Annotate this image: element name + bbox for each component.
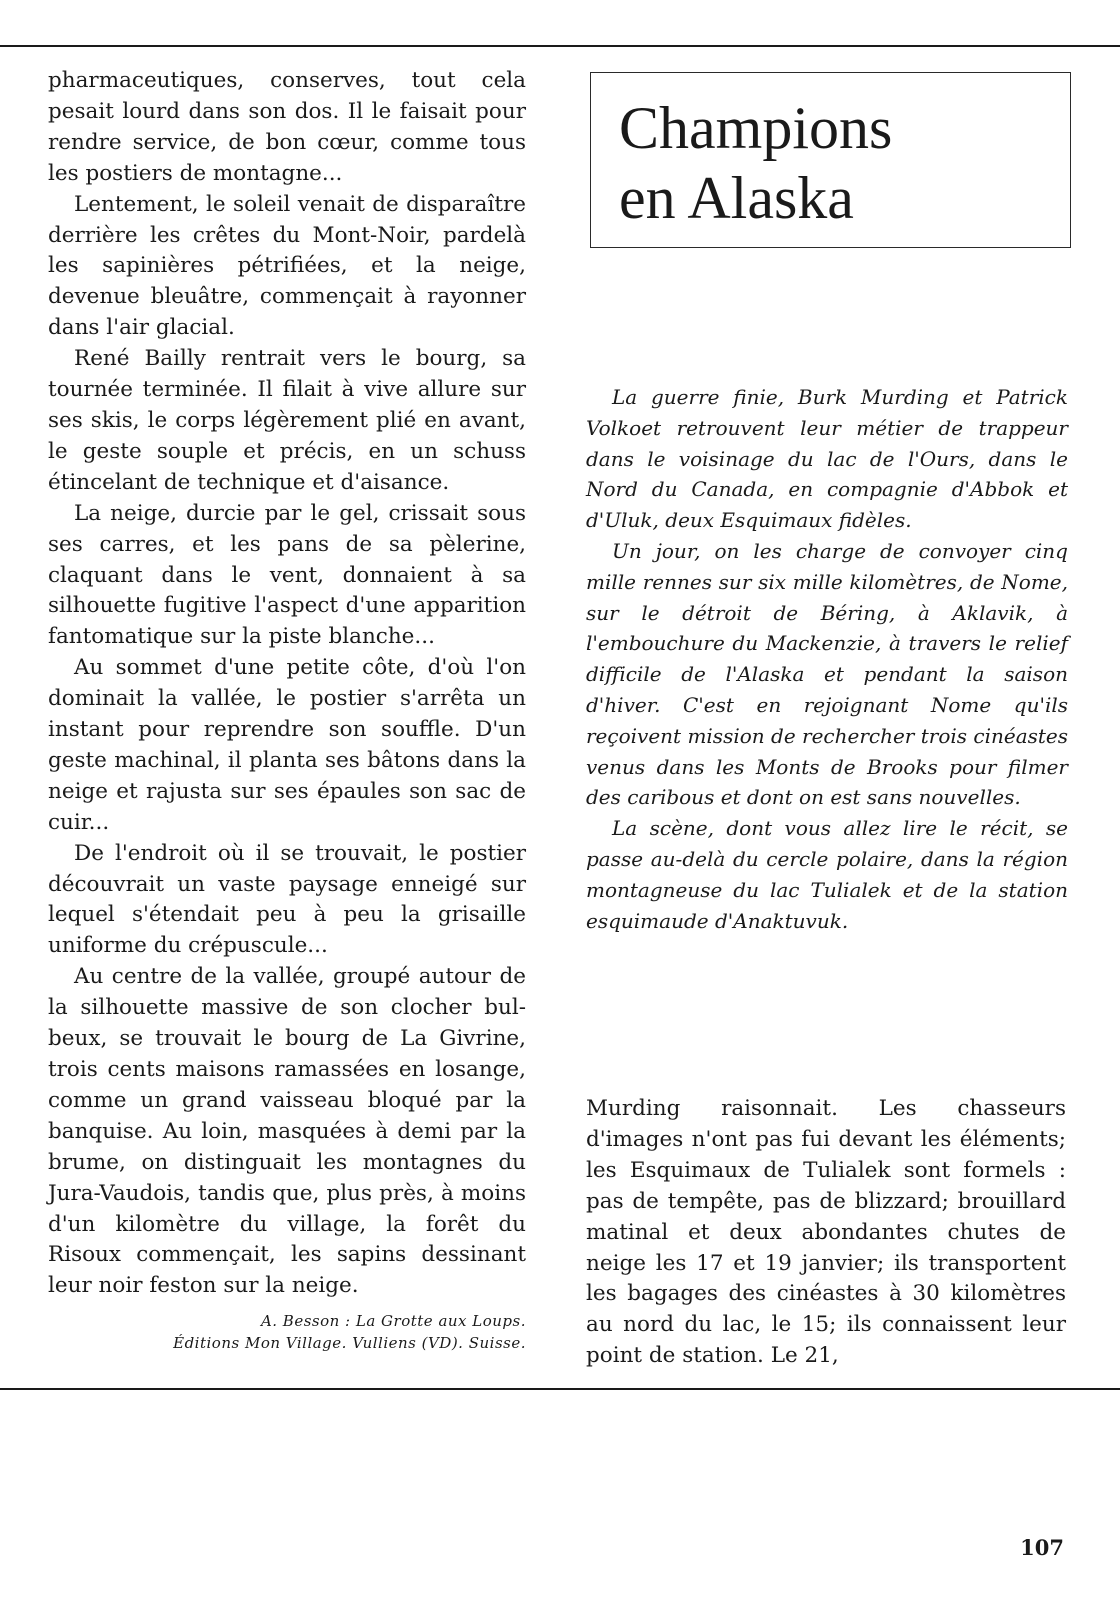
title-box xyxy=(590,72,1071,248)
chapter-title xyxy=(619,93,892,233)
paragraph: Au centre de la vallée, groupé autour de la silhouette massive de son clocher bulbeux, se trouvait le bourg de La Givrine, trois cents maisons ramassées en losange, comme un grand vaisseau bloqué par la banquise. Au loin, masquées à demi par la brume, on distinguait les montagnes du Jura-Vaudois, tandis que, plus près, à moins d'un kilomètre du village, la forêt du Risoux commençait, les sapins dessinant leur noir feston sur la neige. xyxy=(48,964,526,1299)
page-number: 107 xyxy=(1020,1535,1064,1560)
intro-summary xyxy=(586,382,1068,936)
paragraph: Murding raisonnait. Les chasseurs d'images n'ont pas fui devant les éléments; les Esquimaux de Tulialek sont formels : pas de tempête, pas de blizzard; brouillard matinal et deux abondantes chutes de neige les 17 et 19 janvier; ils transportent les bagages des cinéastes à 30 kilomètres au nord du lac, le 15; ils connaissent leur point de station. Le 21, xyxy=(586,1096,1066,1369)
paragraph: pharmaceutiques, conserves, tout cela pesait lourd dans son dos. Il le faisait pour rendre service, de bon cœur, comme tous les postiers de montagne... xyxy=(48,68,526,186)
paragraph: Lentement, le soleil venait de disparaître derrière les crêtes du Mont-Noir, pardelà les sapinières pétrifiées, et la neige, devenue bleuâtre, commençait à rayonner dans l'air glacial. xyxy=(48,191,526,341)
left-column xyxy=(48,66,526,1354)
paragraph: Un jour, on les charge de convoyer cinq mille rennes sur six mille kilomètres, de Nome, sur le détroit de Béring, à Aklavik, à l'embouchure du Mackenzie, à travers le relief difficile de l'Alaska et pendant la saison d'hiver. C'est en rejoignant Nome qu'ils reçoivent mission de rechercher trois cinéastes venus dans les Monts de Brooks pour filmer des caribous et dont on est sans nouvelles. xyxy=(586,538,1069,810)
right-column xyxy=(586,1094,1066,1372)
paragraph: René Bailly rentrait vers le bourg, sa tournée terminée. Il filait à vive allure sur ses skis, le corps légèrement plié en avant, le geste souple et précis, en un schuss étincelant de technique et d'aisance. xyxy=(48,346,526,495)
citation-line: A. Besson : La Grotte aux Loups. xyxy=(260,1312,526,1331)
citation-line: Éditions Mon Village. Vulliens (VD). Suisse. xyxy=(173,1334,526,1353)
citation xyxy=(48,1310,526,1354)
title-line: en Alaska xyxy=(619,165,854,231)
paragraph: La neige, durcie par le gel, crissait sous ses carres, et les pans de sa pèlerine, claquant dans le vent, donnaient à sa silhouette fugitive l'aspect d'une apparition fantomatique sur la piste blanche... xyxy=(48,500,526,650)
paragraph: La scène, dont vous allez lire le récit, se passe au-delà du cercle polaire, dans la région montagneuse du lac Tulialek et de la station esquimaude d'Anaktuvuk. xyxy=(586,816,1068,933)
bottom-rule xyxy=(0,1388,1120,1390)
paragraph: De l'endroit où il se trouvait, le postier découvrait un vaste paysage enneigé sur lequel s'étendait peu à peu la grisaille uniforme du crépuscule... xyxy=(48,840,526,959)
paragraph: La guerre finie, Burk Murding et Patrick Volkoet retrouvent leur métier de trappeur dans le voisinage du lac de l'Ours, dans le Nord du Canada, en compagnie d'Abbok et d'Uluk, deux Esquimaux fidèles. xyxy=(586,385,1068,533)
title-line: Champions xyxy=(619,95,893,161)
paragraph: Au sommet d'une petite côte, d'où l'on dominait la vallée, le postier s'arrêta un instant pour reprendre son souffle. D'un geste machinal, il planta ses bâtons dans la neige et rajusta sur ses épaules son sac de cuir... xyxy=(48,655,526,835)
top-rule xyxy=(0,45,1120,47)
